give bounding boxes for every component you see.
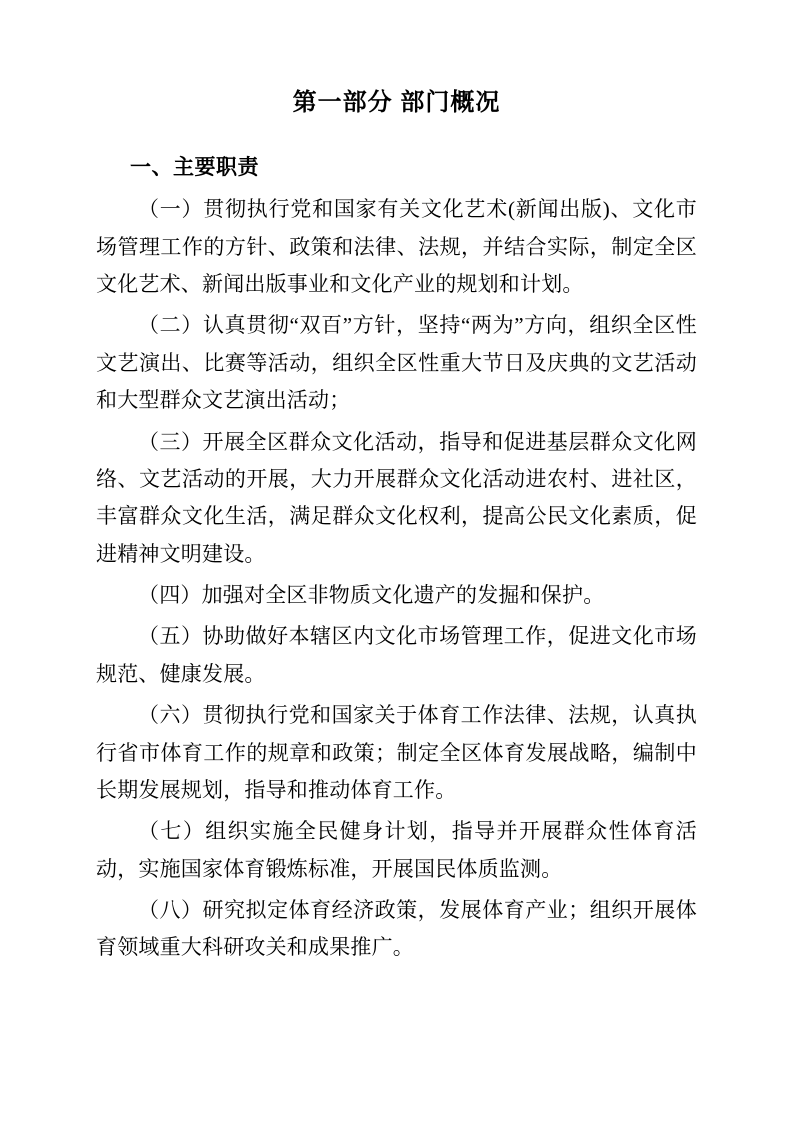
paragraph: （四）加强对全区非物质文化遗产的发掘和保护。 (138, 583, 605, 608)
paragraph: （二）认真贯彻“双百”方针，坚持“两为”方向，组织全区性文艺演出、比赛等活动，组织全区性重大节日及庆典的文艺活动和大型群众文艺演出活动； (96, 313, 697, 413)
paragraph: （五）协助做好本辖区内文化市场管理工作，促进文化市场规范、健康发展。 (96, 624, 697, 686)
paragraph: （一）贯彻执行党和国家有关文化艺术(新闻出版)、文化市场管理工作的方针、政策和法律、法规，并结合实际，制定全区文化艺术、新闻出版事业和文化产业的规划和计划。 (96, 197, 697, 297)
paragraph: （六）贯彻执行党和国家关于体育工作法律、法规，认真执行省市体育工作的规章和政策；制定全区体育发展战略，编制中长期发展规划，指导和推动体育工作。 (96, 703, 697, 802)
section-heading: 一、主要职责 (130, 155, 259, 179)
paragraph: （三）开展全区群众文化活动，指导和促进基层群众文化网络、文艺活动的开展，大力开展群众文化活动进农村、进社区，丰富群众文化生活，满足群众文化权利，提高公民文化素质，促进精神文明建设。 (96, 429, 697, 566)
page-title: 第一部分 部门概况 (292, 89, 501, 116)
paragraph: （七）组织实施全民健身计划，指导并开展群众性体育活动，实施国家体育锻炼标准，开展国民体质监测。 (96, 819, 697, 881)
paragraph: （八）研究拟定体育经济政策，发展体育产业；组织开展体育领域重大科研攻关和成果推广。 (96, 898, 697, 960)
